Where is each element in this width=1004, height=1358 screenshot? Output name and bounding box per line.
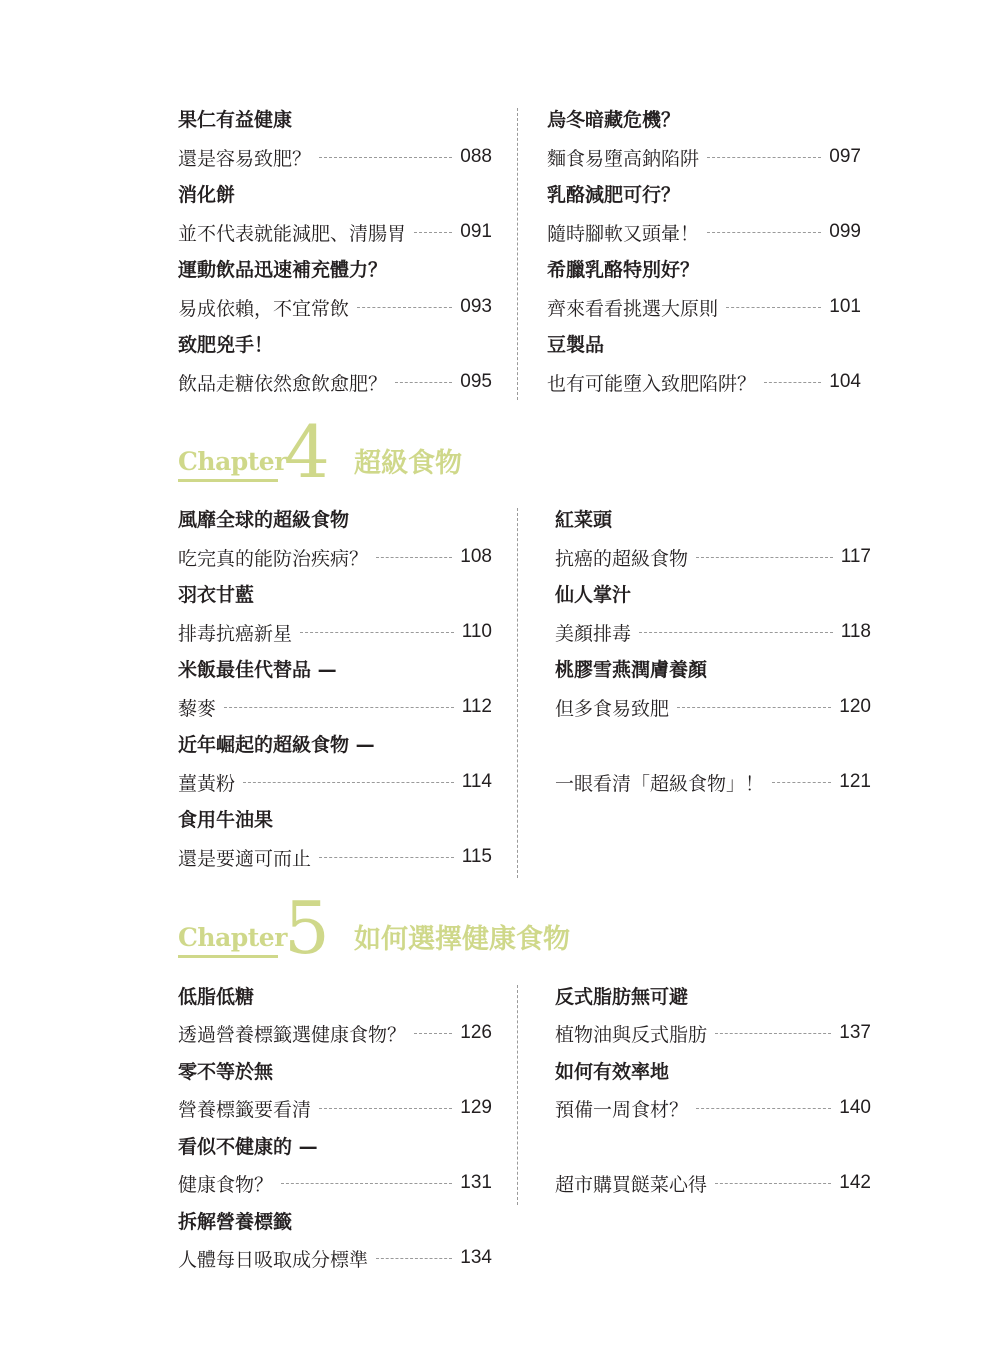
toc-entry[interactable] [555, 619, 871, 645]
toc-entry-title: 致肥兇手！ [178, 334, 274, 356]
column-divider [517, 108, 518, 400]
page-number: 131 [460, 1172, 492, 1193]
toc-entry-title: 近年崛起的超級食物 — [178, 734, 375, 756]
toc-entry-title: 烏冬暗藏危機？ [547, 109, 681, 131]
toc-entry[interactable] [547, 294, 861, 320]
toc-entry-title: 如何有效率地 [555, 1061, 670, 1083]
toc-entry-title: 紅菜頭 [555, 509, 613, 531]
toc-entry-title: 桃膠雪燕潤膚養顏 [555, 659, 708, 681]
page-number: 104 [829, 371, 861, 392]
dotted-leader [300, 632, 454, 633]
toc-entry-title: 羽衣甘藍 [178, 584, 255, 606]
dotted-leader [319, 157, 452, 158]
dotted-leader [357, 307, 452, 308]
toc-entry-subtitle: 薑黃粉 [178, 772, 236, 795]
toc-entry-title: 低脂低糖 [178, 986, 255, 1008]
toc-entry-subtitle: 一眼看清「超級食物」！ [555, 772, 765, 795]
page-number: 134 [460, 1247, 492, 1268]
page-number: 088 [460, 146, 492, 167]
dotted-leader [715, 1183, 831, 1184]
toc-entry-subtitle: 排毒抗癌新星 [178, 622, 293, 645]
toc-entry-subtitle: 健康食物？ [178, 1173, 274, 1196]
page-number: 097 [829, 146, 861, 167]
toc-entry[interactable] [555, 769, 871, 795]
dotted-leader [376, 1258, 452, 1259]
page-number: 093 [460, 296, 492, 317]
dotted-leader [281, 1183, 452, 1184]
toc-entry-title: 米飯最佳代替品 — [178, 659, 337, 681]
page-number: 117 [840, 546, 871, 567]
toc-entry-subtitle: 飲品走糖依然愈飲愈肥？ [178, 372, 388, 395]
toc-entry-subtitle: 美顏排毒 [555, 622, 632, 645]
toc-entry-subtitle: 預備一周食材？ [555, 1098, 689, 1121]
dotted-leader [772, 782, 831, 783]
toc-entry-title: 零不等於無 [178, 1061, 274, 1083]
chapter-label: Chapter [178, 923, 287, 952]
toc-entry-title: 拆解營養標籤 [178, 1211, 293, 1233]
dotted-leader [224, 707, 454, 708]
toc-entry[interactable] [178, 294, 492, 320]
toc-entry-subtitle: 還是要適可而止 [178, 847, 312, 870]
toc-entry-subtitle: 易成依賴，不宜常飲 [178, 297, 350, 320]
page-number: 118 [840, 621, 871, 642]
column-divider [517, 508, 518, 878]
dotted-leader [376, 557, 452, 558]
dotted-leader [677, 707, 831, 708]
toc-entry-subtitle: 藜麥 [178, 697, 217, 720]
toc-entry[interactable] [555, 1170, 871, 1196]
toc-entry[interactable] [178, 769, 492, 795]
toc-entry[interactable] [178, 219, 492, 245]
toc-entry-subtitle: 抗癌的超級食物 [555, 547, 689, 570]
toc-entry-title: 運動飲品迅速補充體力？ [178, 259, 388, 281]
toc-entry-subtitle: 麵食易墮高鈉陷阱 [547, 147, 700, 170]
toc-entry[interactable] [178, 694, 492, 720]
dotted-leader [414, 1033, 452, 1034]
toc-entry[interactable] [555, 694, 871, 720]
toc-entry[interactable] [547, 369, 861, 395]
dotted-leader [707, 232, 821, 233]
dotted-leader [696, 557, 833, 558]
toc-entry-subtitle: 超市購買餸菜心得 [555, 1173, 708, 1196]
page-number: 114 [461, 771, 492, 792]
dotted-leader [414, 232, 452, 233]
page-number: 095 [460, 371, 492, 392]
page-number: 142 [839, 1172, 871, 1193]
page-number: 115 [461, 846, 492, 867]
toc-entry[interactable] [178, 144, 492, 170]
toc-entry[interactable] [178, 844, 492, 870]
toc-entry[interactable] [547, 219, 861, 245]
toc-entry-subtitle: 並不代表就能減肥、清腸胃 [178, 222, 407, 245]
dotted-leader [764, 382, 821, 383]
toc-entry-subtitle: 透過營養標籤選健康食物？ [178, 1023, 407, 1046]
toc-entry[interactable] [555, 1095, 871, 1121]
toc-entry-subtitle: 齊來看看挑選大原則 [547, 297, 719, 320]
toc-entry-title: 果仁有益健康 [178, 109, 293, 131]
toc-entry-subtitle: 但多食易致肥 [555, 697, 670, 720]
toc-entry-title: 反式脂肪無可避 [555, 986, 689, 1008]
toc-entry-subtitle: 隨時腳軟又頭暈！ [547, 222, 700, 245]
page-number: 099 [829, 221, 861, 242]
toc-entry[interactable] [547, 144, 861, 170]
toc-entry-title: 希臘乳酪特別好？ [547, 259, 700, 281]
page-number: 112 [461, 696, 492, 717]
dotted-leader [715, 1033, 831, 1034]
page-number: 101 [829, 296, 861, 317]
chapter-title: 如何選擇健康食物 [354, 924, 570, 955]
toc-entry[interactable] [178, 369, 492, 395]
chapter-label: Chapter [178, 447, 287, 476]
page-number: 120 [839, 696, 871, 717]
toc-entry[interactable] [555, 1020, 871, 1046]
column-divider [517, 985, 518, 1205]
toc-entry[interactable] [178, 1020, 492, 1046]
toc-entry-subtitle: 人體每日吸取成分標準 [178, 1248, 369, 1271]
toc-entry[interactable] [178, 1170, 492, 1196]
toc-entry-title: 食用牛油果 [178, 809, 274, 831]
toc-entry-subtitle: 也有可能墮入致肥陷阱？ [547, 372, 757, 395]
toc-entry[interactable] [178, 619, 492, 645]
toc-entry-subtitle: 還是容易致肥？ [178, 147, 312, 170]
page-number: 129 [460, 1097, 492, 1118]
page-number: 126 [460, 1022, 492, 1043]
dotted-leader [319, 857, 454, 858]
dotted-leader [707, 157, 821, 158]
toc-entry[interactable] [178, 544, 492, 570]
dotted-leader [696, 1108, 831, 1109]
toc-entry-subtitle: 植物油與反式脂肪 [555, 1023, 708, 1046]
toc-entry-title: 風靡全球的超級食物 [178, 509, 350, 531]
toc-entry[interactable] [555, 544, 871, 570]
dotted-leader [319, 1108, 452, 1109]
toc-entry-title: 乳酪減肥可行？ [547, 184, 681, 206]
toc-entry-title: 消化餅 [178, 184, 236, 206]
chapter-underline [178, 479, 278, 482]
dotted-leader [639, 632, 833, 633]
page-number: 091 [460, 221, 492, 242]
toc-entry[interactable] [178, 1245, 492, 1271]
dotted-leader [243, 782, 454, 783]
toc-entry-title: 看似不健康的 — [178, 1136, 318, 1158]
dotted-leader [726, 307, 821, 308]
page-number: 140 [839, 1097, 871, 1118]
toc-entry[interactable] [178, 1095, 492, 1121]
chapter-number: 4 [284, 410, 330, 494]
dotted-leader [395, 382, 452, 383]
toc-entry-title: 仙人掌汁 [555, 584, 632, 606]
chapter-4-heading[interactable] [178, 410, 598, 494]
toc-entry-title: 豆製品 [547, 334, 605, 356]
chapter-underline [178, 955, 278, 958]
toc-entry-subtitle: 吃完真的能防治疾病？ [178, 547, 369, 570]
page-number: 110 [461, 621, 492, 642]
chapter-title: 超級食物 [354, 448, 462, 479]
page-number: 108 [460, 546, 492, 567]
page-number: 137 [839, 1022, 871, 1043]
chapter-number: 5 [284, 886, 330, 970]
chapter-5-heading[interactable] [178, 886, 658, 970]
toc-entry-subtitle: 營養標籤要看清 [178, 1098, 312, 1121]
page-number: 121 [839, 771, 871, 792]
